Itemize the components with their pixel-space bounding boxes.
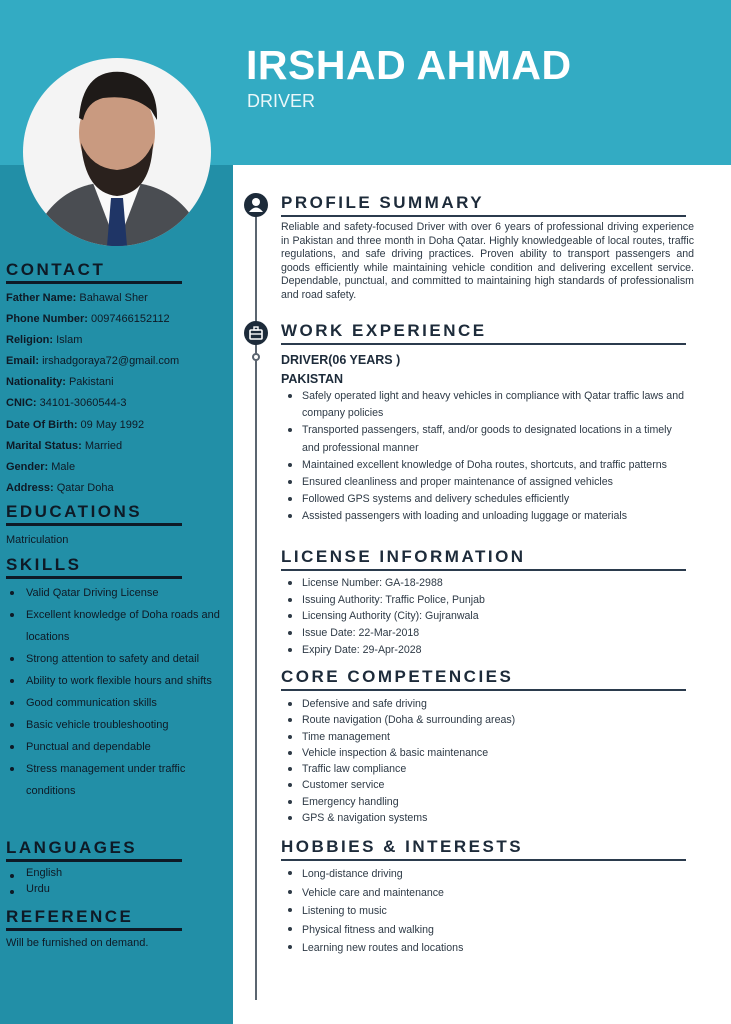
list-item: Physical fitness and walking bbox=[281, 921, 686, 940]
education-heading: EDUCATIONS bbox=[6, 502, 182, 526]
list-item: Safely operated light and heavy vehicles in compliance with Qatar traffic laws and company policies bbox=[281, 388, 686, 422]
list-item: Learning new routes and locations bbox=[281, 939, 686, 958]
list-item: Basic vehicle troubleshooting bbox=[6, 714, 228, 736]
contact-value: Islam bbox=[53, 334, 83, 347]
work-heading: WORK EXPERIENCE bbox=[281, 321, 686, 345]
skills-heading: SKILLS bbox=[6, 555, 182, 579]
contact-list bbox=[6, 288, 182, 499]
contact-item bbox=[6, 351, 182, 372]
contact-heading: CONTACT bbox=[6, 260, 182, 284]
contact-label: CNIC: bbox=[6, 397, 37, 410]
list-item: Urdu bbox=[6, 881, 182, 897]
education-section bbox=[6, 502, 182, 551]
contact-item bbox=[6, 457, 182, 478]
list-item: Time management bbox=[281, 729, 686, 745]
list-item: Emergency handling bbox=[281, 794, 686, 810]
contact-label: Nationality: bbox=[6, 376, 66, 389]
candidate-name: IRSHAD AHMAD bbox=[246, 42, 572, 88]
skills-list bbox=[6, 582, 228, 802]
profile-section bbox=[281, 193, 694, 303]
list-item: Punctual and dependable bbox=[6, 736, 228, 758]
briefcase-icon bbox=[244, 321, 268, 345]
contact-value: Male bbox=[48, 460, 76, 473]
contact-value: 09 May 1992 bbox=[77, 418, 145, 431]
contact-label: Date Of Birth: bbox=[6, 418, 78, 431]
timeline-dot bbox=[252, 353, 260, 361]
contact-value: 34101-3060544-3 bbox=[36, 397, 127, 410]
contact-value: Qatar Doha bbox=[53, 481, 114, 494]
reference-heading: REFERENCE bbox=[6, 907, 182, 931]
candidate-title: DRIVER bbox=[247, 91, 316, 111]
list-item: License Number: GA-18-2988 bbox=[281, 575, 686, 592]
languages-list bbox=[6, 865, 182, 897]
hobbies-section bbox=[281, 837, 686, 958]
list-item: Customer service bbox=[281, 777, 686, 793]
list-item: Good communication skills bbox=[6, 692, 228, 714]
work-section bbox=[281, 321, 686, 526]
list-item: Valid Qatar Driving License bbox=[6, 582, 228, 604]
contact-value: irshadgoraya72@gmail.com bbox=[39, 355, 180, 368]
contact-label: Phone Number: bbox=[6, 313, 88, 326]
hobbies-list bbox=[281, 865, 686, 958]
contact-label: Religion: bbox=[6, 334, 54, 347]
list-item: Stress management under traffic conditions bbox=[6, 758, 228, 802]
reference-section bbox=[6, 907, 182, 954]
reference-text: Will be furnished on demand. bbox=[6, 937, 149, 949]
list-item: Maintained excellent knowledge of Doha routes, shortcuts, and traffic patterns bbox=[281, 457, 686, 474]
job-location: PAKISTAN bbox=[281, 372, 344, 386]
list-item: Defensive and safe driving bbox=[281, 696, 686, 712]
contact-value: Married bbox=[81, 439, 123, 452]
contact-item bbox=[6, 330, 182, 351]
contact-label: Gender: bbox=[6, 460, 49, 473]
contact-item bbox=[6, 393, 182, 414]
contact-label: Marital Status: bbox=[6, 439, 82, 452]
education-item: Matriculation bbox=[6, 534, 69, 546]
list-item: Long-distance driving bbox=[281, 865, 686, 884]
contact-value: 0097466152112 bbox=[87, 313, 170, 326]
contact-value: Bahawal Sher bbox=[76, 292, 148, 304]
contact-item bbox=[6, 478, 182, 499]
list-item: Vehicle inspection & basic maintenance bbox=[281, 745, 686, 761]
list-item: Issue Date: 22-Mar-2018 bbox=[281, 625, 686, 642]
user-icon bbox=[244, 193, 268, 217]
job-title: DRIVER(06 YEARS ) bbox=[281, 353, 401, 367]
skills-section bbox=[6, 555, 228, 802]
contact-item bbox=[6, 288, 182, 309]
license-heading: LICENSE INFORMATION bbox=[281, 547, 686, 571]
contact-label: Email: bbox=[6, 355, 40, 368]
list-item: English bbox=[6, 865, 182, 881]
list-item: Transported passengers, staff, and/or goods to designated locations in a timely and professional manner bbox=[281, 422, 686, 456]
competencies-section bbox=[281, 667, 686, 826]
list-item: Listening to music bbox=[281, 902, 686, 921]
contact-item bbox=[6, 372, 182, 393]
profile-heading: PROFILE SUMMARY bbox=[281, 193, 686, 217]
list-item: Expiry Date: 29-Apr-2028 bbox=[281, 642, 686, 659]
contact-label: Address: bbox=[6, 481, 54, 494]
work-list bbox=[281, 388, 686, 526]
list-item: Vehicle care and maintenance bbox=[281, 884, 686, 903]
list-item: GPS & navigation systems bbox=[281, 810, 686, 826]
list-item: Excellent knowledge of Doha roads and locations bbox=[6, 604, 228, 648]
contact-item bbox=[6, 309, 182, 330]
list-item: Assisted passengers with loading and unloading luggage or materials bbox=[281, 508, 686, 525]
contact-label: Father Name: bbox=[6, 292, 77, 304]
contact-item bbox=[6, 415, 182, 436]
contact-item bbox=[6, 436, 182, 457]
profile-text: Reliable and safety-focused Driver with over 6 years of professional driving experience in Pakistan and three month in Doha Qatar. Highly knowledgeable of local routes, traffic regulations, and safe driving practices. Proven ability to transport passengers and goods efficiently while maintaining vehicle condition and delivering excellent service. Dependable, punctual, and committed to maintaining high standards of professionalism and road safety. bbox=[281, 221, 694, 301]
list-item: Route navigation (Doha & surrounding areas) bbox=[281, 712, 686, 728]
competencies-heading: CORE COMPETENCIES bbox=[281, 667, 686, 691]
hobbies-heading: HOBBIES & INTERESTS bbox=[281, 837, 686, 861]
languages-heading: LANGUAGES bbox=[6, 838, 182, 862]
list-item: Traffic law compliance bbox=[281, 761, 686, 777]
competencies-list bbox=[281, 696, 686, 826]
list-item: Licensing Authority (City): Gujranwala bbox=[281, 608, 686, 625]
license-list bbox=[281, 575, 686, 659]
list-item: Strong attention to safety and detail bbox=[6, 648, 228, 670]
profile-photo bbox=[23, 58, 211, 246]
license-section bbox=[281, 547, 686, 659]
list-item: Ensured cleanliness and proper maintenance of assigned vehicles bbox=[281, 474, 686, 491]
list-item: Issuing Authority: Traffic Police, Punjab bbox=[281, 592, 686, 609]
list-item: Followed GPS systems and delivery schedules efficiently bbox=[281, 491, 686, 508]
list-item: Ability to work flexible hours and shifts bbox=[6, 670, 228, 692]
contact-value: Pakistani bbox=[65, 376, 114, 389]
languages-section bbox=[6, 838, 182, 897]
contact-section bbox=[6, 260, 182, 499]
